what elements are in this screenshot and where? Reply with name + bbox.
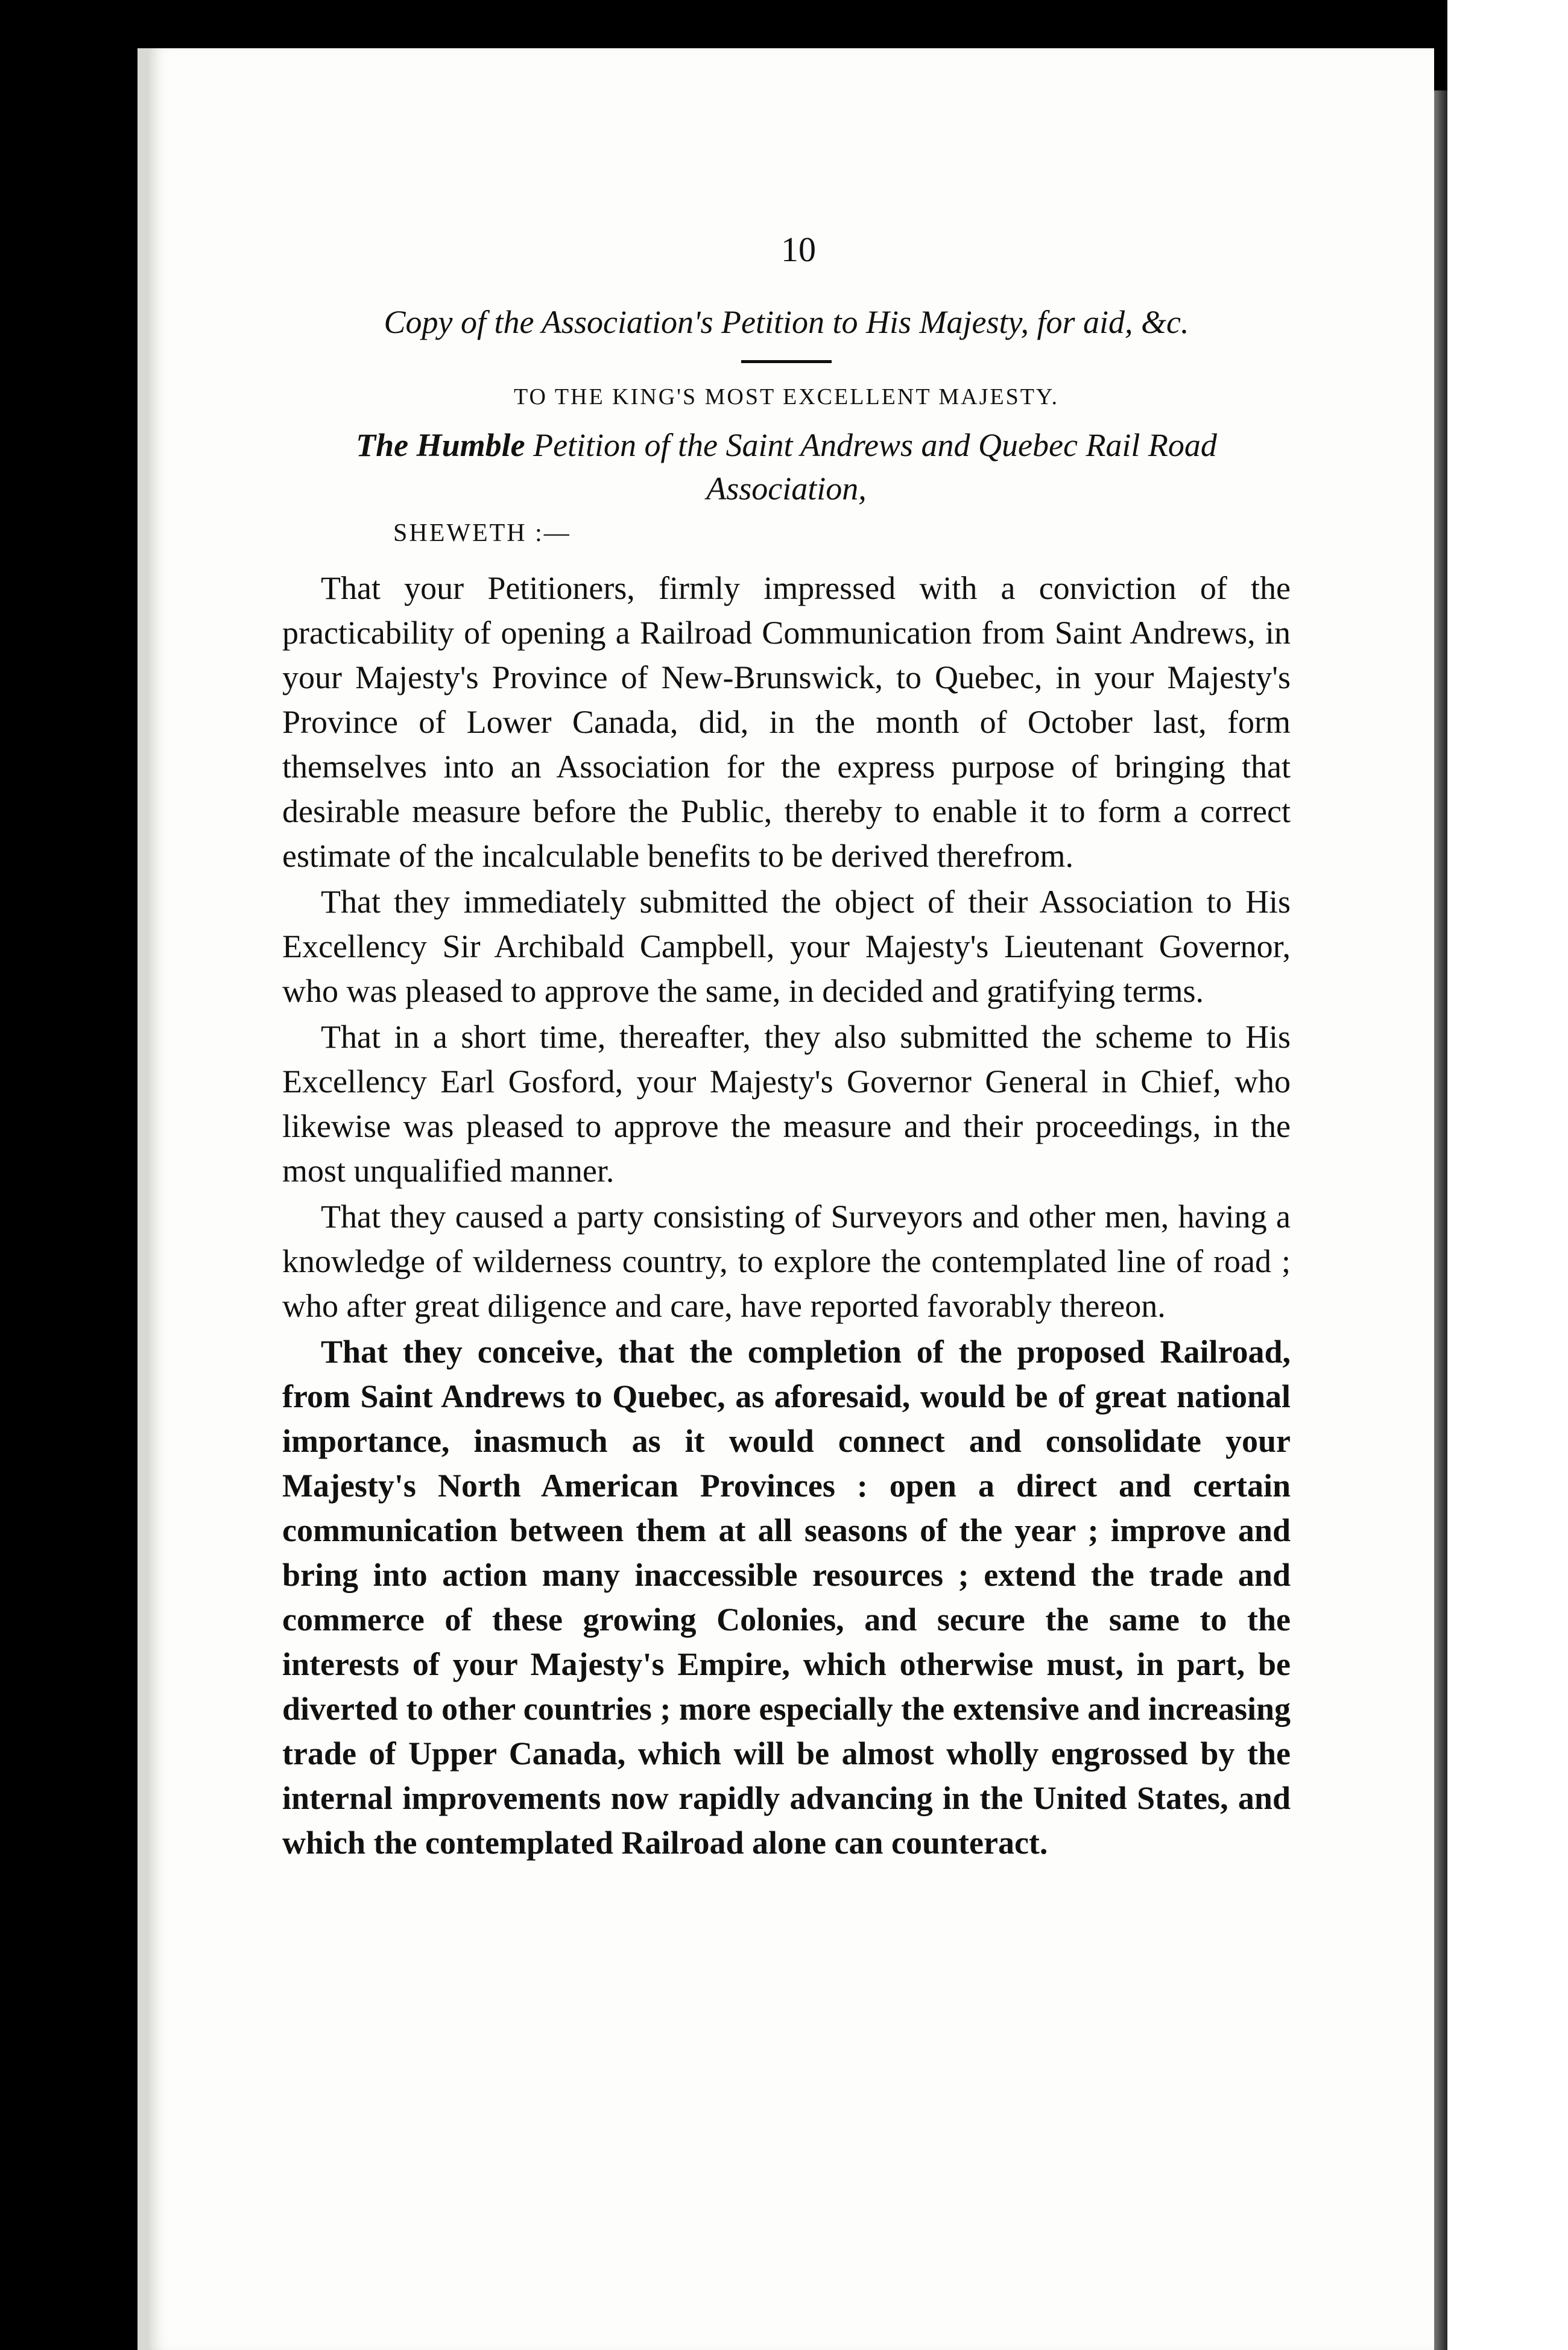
page-number: 10 <box>781 230 816 269</box>
page-edge-shadow <box>1434 90 1447 2350</box>
title-divider <box>741 360 832 363</box>
paragraph-5: That they conceive, that the completion of the proposed Railroad, from Saint Andrews to Quebec, as aforesaid, would be of great national importance, inasmuch as it would connect and consolidate your Majesty's North American Provinces : open a direct and certain communication between them at all seasons of the year ; improve and bring into action many inaccessible resources ; extend the trade and commerce of these growing Colonies, and secure the same to the interests of your Majesty's Empire, which otherwise must, in part, be diverted to other countries ; more especially the extensive and increasing trade of Upper Canada, which will be almost wholly engrossed by the internal improvements now rapidly advancing in the United States, and which the contemplated Railroad alone can counteract. <box>282 1334 1291 1861</box>
paragraph-4: That they caused a party consisting of Surveyors and other men, having a knowledge of wilderness country, to explore the contemplated line of road ; who after great diligence and care, have reported favorably thereon. <box>282 1199 1291 1324</box>
scan-border-left <box>0 0 145 2350</box>
paragraph-3: That in a short time, thereafter, they also submitted the scheme to His Excellency Earl Gosford, your Majesty's Governor General in Chief, who likewise was pleased to approve the measure and their proceedings, in the most unqualified manner. <box>282 1019 1291 1189</box>
petition-title-bold: The Humble <box>356 427 525 463</box>
sheweth-heading: SHEWETH :— <box>393 519 571 547</box>
petition-title <box>282 423 1291 510</box>
page-content <box>282 229 1291 1866</box>
paragraph-2: That they immediately submitted the object of their Association to His Excellency Sir Archibald Campbell, your Majesty's Lieutenant Governor, who was pleased to approve the same, in decided and gratifying terms. <box>282 884 1291 1009</box>
document-title: Copy of the Association's Petition to His Majesty, for aid, &c. <box>384 304 1189 340</box>
paragraph-1: That your Petitioners, firmly impressed with a conviction of the practicability of opening a Railroad Communication from Saint Andrews, in your Majesty's Province of New-Brunswick, to Quebec, in your Majesty's Province of Lower Canada, did, in the month of October last, form themselves into an Association for the express purpose of bringing that desirable measure before the Public, thereby to enable it to form a correct estimate of the incalculable benefits to be derived therefrom. <box>282 570 1291 874</box>
address-line: TO THE KING'S MOST EXCELLENT MAJESTY. <box>514 384 1059 410</box>
petition-title-rest: Petition of the Saint Andrews and Quebec Rail Road Association, <box>533 427 1217 507</box>
scan-border-right <box>1447 0 1568 2350</box>
